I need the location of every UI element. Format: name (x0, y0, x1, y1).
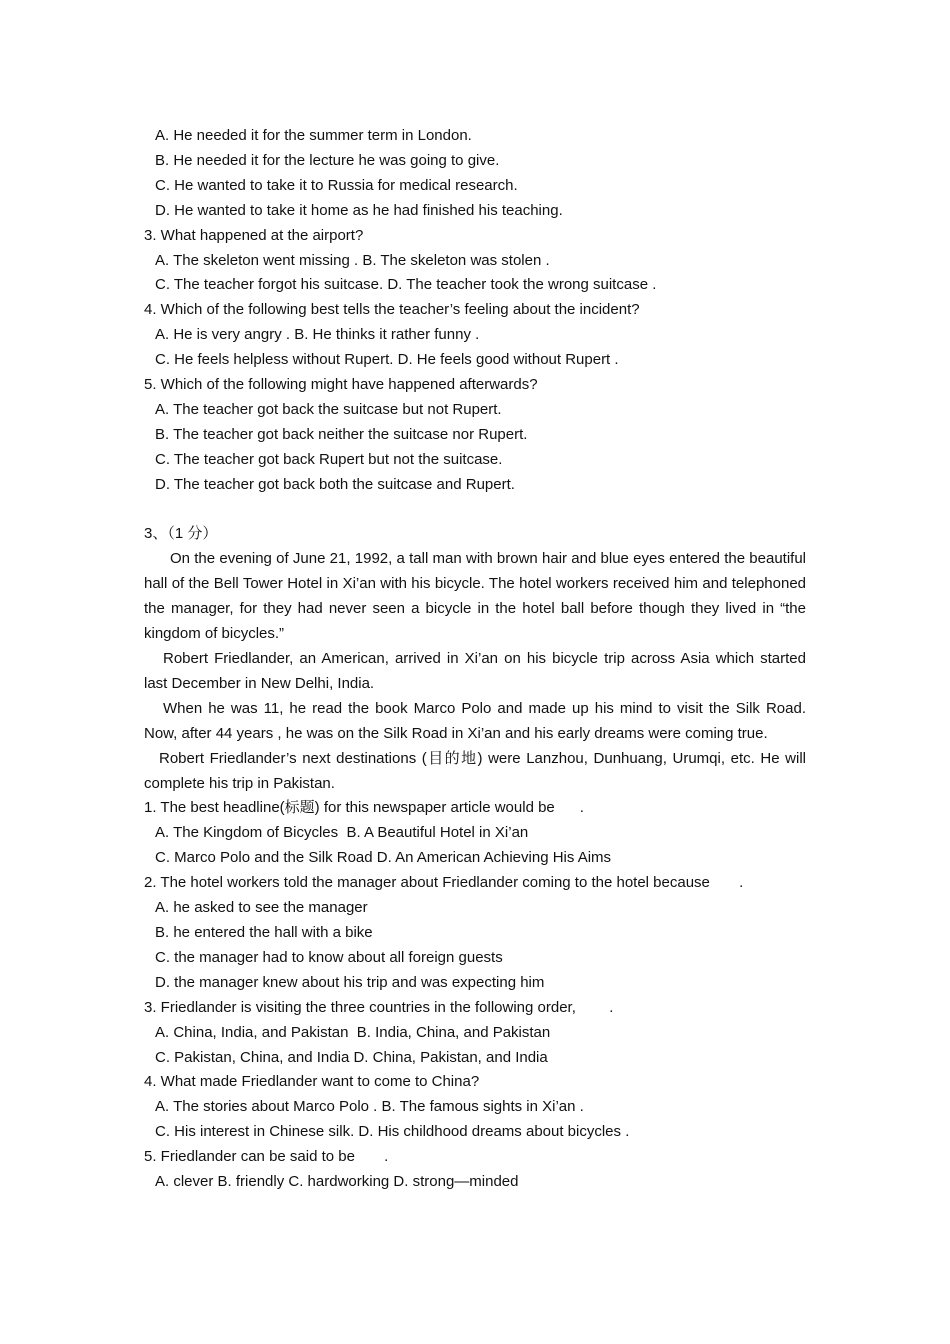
question-text: 2. The hotel workers told the manager about Friedlander coming to the hotel because . (144, 874, 744, 892)
question-text: 3. What happened at the airport? (144, 226, 364, 244)
question-text: 3. Friedlander is visiting the three countries in the following order, . (144, 998, 614, 1016)
document-page (144, 124, 806, 1195)
passage-paragraph: On the evening of June 21, 1992, a tall man with brown hair and blue eyes entered the beautiful hall of the Bell Tower Hotel in Xi’an with his bicycle. The hotel workers received him and telephoned the manager, for they had never seen a bicycle in the hotel ball before though they lived in “the kingdom of bicycles.” (144, 550, 806, 643)
question-text: 4. Which of the following best tells the teacher’s feeling about the incident? (144, 301, 640, 319)
option-line: D. The teacher got back both the suitcase and Rupert. (155, 475, 515, 493)
option-line: C. the manager had to know about all foreign guests (155, 948, 503, 966)
option-line: A. He is very angry . B. He thinks it rather funny . (155, 326, 480, 344)
option-line: A. he asked to see the manager (155, 899, 368, 917)
option-line: A. The skeleton went missing . B. The skeleton was stolen . (155, 251, 550, 269)
option-line: B. he entered the hall with a bike (155, 923, 373, 941)
option-line: A. clever B. friendly C. hardworking D. strong—minded (155, 1173, 519, 1191)
passage-paragraph: Robert Friedlander, an American, arrived in Xi’an on his bicycle trip across Asia which started last December in New Delhi, India. (144, 650, 806, 692)
option-line: B. He needed it for the lecture he was going to give. (155, 151, 500, 169)
passage-paragraph: When he was 11, he read the book Marco Polo and made up his mind to visit the Silk Road. Now, after 44 years , he was on the Silk Road in Xi’an and his early dreams were coming true. (144, 699, 806, 742)
spacer (144, 498, 806, 523)
passage-paragraph: Robert Friedlander’s next destinations (目的地) were Lanzhou, Dunhuang, Urumqi, etc. He will complete his trip in Pakistan. (144, 749, 806, 792)
option-line: B. The teacher got back neither the suitcase nor Rupert. (155, 425, 528, 443)
option-line: A. He needed it for the summer term in London. (155, 127, 472, 144)
question-text: 5. Which of the following might have happened afterwards? (144, 376, 538, 394)
option-line: D. He wanted to take it home as he had finished his teaching. (155, 201, 563, 219)
option-line: C. Marco Polo and the Silk Road D. An American Achieving His Aims (155, 849, 612, 867)
option-line: D. the manager knew about his trip and was expecting him (155, 973, 545, 991)
option-line: C. The teacher forgot his suitcase. D. The teacher took the wrong suitcase . (155, 276, 657, 294)
option-line: C. The teacher got back Rupert but not the suitcase. (155, 450, 503, 468)
option-line: A. The stories about Marco Polo . B. The famous sights in Xi’an . (155, 1098, 584, 1116)
question-text: 4. What made Friedlander want to come to China? (144, 1073, 480, 1091)
option-line: A. The Kingdom of Bicycles B. A Beautiful Hotel in Xi’an (155, 824, 529, 842)
section-heading: 3、（1 分） (144, 525, 218, 543)
option-line: A. China, India, and Pakistan B. India, China, and Pakistan (155, 1023, 551, 1041)
option-line: C. Pakistan, China, and India D. China, Pakistan, and India (155, 1048, 548, 1066)
option-line: C. He wanted to take it to Russia for medical research. (155, 176, 518, 194)
option-line: A. The teacher got back the suitcase but not Rupert. (155, 400, 502, 418)
option-line: C. His interest in Chinese silk. D. His childhood dreams about bicycles . (155, 1123, 630, 1141)
question-text: 1. The best headline(标题) for this newspaper article would be . (144, 799, 584, 817)
question-text: 5. Friedlander can be said to be . (144, 1148, 389, 1166)
option-line: C. He feels helpless without Rupert. D. He feels good without Rupert . (155, 351, 619, 369)
